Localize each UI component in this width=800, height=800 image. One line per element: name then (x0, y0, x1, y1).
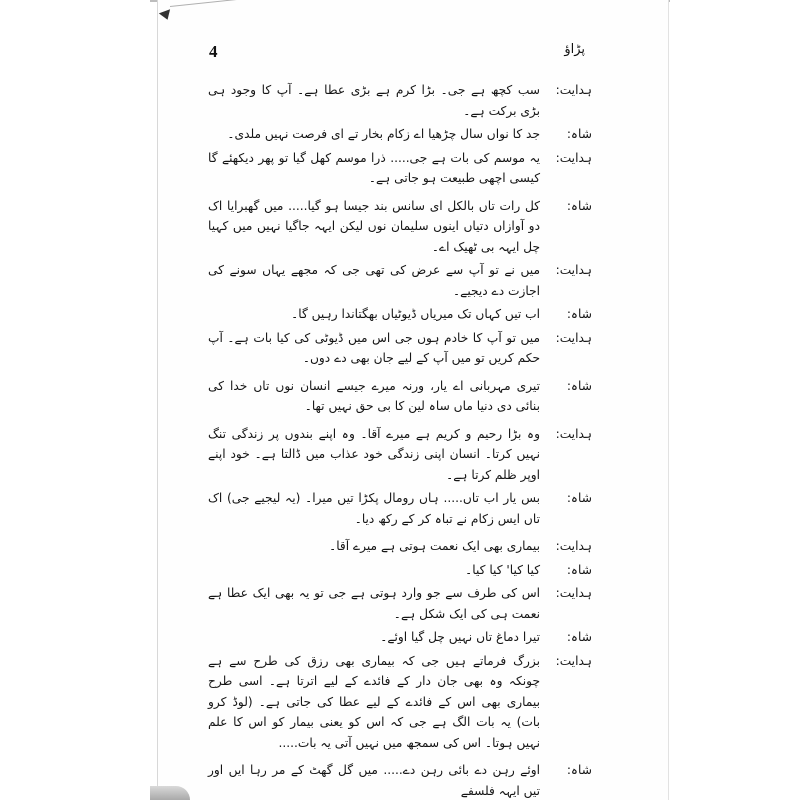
speaker-label: شاہ: (566, 198, 592, 213)
speech-text: اوئے رہن دے بائی رہن دے..... میں گل گھٹ کے مر رہا ایں اور تیں ایہہ فلسفے (208, 763, 540, 798)
speech-text: بزرگ فرماتے ہیں جی کہ بیماری بھی رزق کی طرح سے ہے چونکہ وہ بھی جان دار کے فائدے کے لیے اترتا ہے۔ اسی طرح بیماری بھی اس کے فائدے کے لیے عطا کی جاتی ہے۔ (لوڈ کرو بات) یہ بات الگ ہے جی کہ اس کو یعنی بیمار کو اس کا علم نہیں ہوتا۔ اس کی سمجھ میں نہیں آتی یہ بات..... (208, 653, 540, 750)
speech-text: سب کچھ ہے جی۔ بڑا کرم ہے بڑی عطا ہے۔ آپ کا وجود ہی بڑی برکت ہے۔ (208, 83, 540, 118)
dialogue-turn (208, 148, 592, 189)
dialogue-turn (208, 488, 592, 529)
speech-text: بیماری بھی ایک نعمت ہوتی ہے میرے آقا۔ (329, 539, 540, 553)
speaker-label: ہدایت: (555, 330, 592, 345)
speech-text: بس یار اب تاں..... ہاں رومال پکڑا تیں میرا۔ (یہ لیجیے جی) اک تاں ایس زکام نے تباہ کر کے رکھ دیا۔ (208, 491, 540, 526)
speech-text: کل رات تاں بالکل ای سانس بند جیسا ہو گیا..... میں گھبرایا اک دو آوازاں دتیاں اینوں سلیمان نوں لیکن ایہہ جاگیا نہیں میں کہیا چل ایہہ بی ٹھیک اے۔ (208, 198, 540, 254)
speech-text: یہ موسم کی بات ہے جی..... ذرا موسم کھل گیا تو پھر دیکھئے گا کیسی اچھی طبیعت ہو جاتی ہے۔ (208, 150, 540, 185)
speech-text: وہ بڑا رحیم و کریم ہے میرے آقا۔ وہ اپنے بندوں پر زندگی تنگ نہیں کرتا۔ انسان اپنی زندگی خود عذاب میں ڈالتا ہے۔ خود اپنے اوپر ظلم کرتا ہے۔ (208, 426, 540, 482)
speaker-label: شاہ: (566, 378, 592, 393)
page-header (205, 42, 585, 66)
speaker-label: ہدایت: (555, 653, 592, 668)
speech-text: میں نے تو آپ سے عرض کی تھی جی کہ مجھے یہاں سونے کی اجازت دے دیجیے۔ (208, 263, 540, 298)
speaker-label: ہدایت: (555, 83, 592, 97)
dialogue-turn (208, 124, 592, 145)
speaker-label: شاہ: (566, 763, 592, 777)
speaker-label: شاہ: (566, 562, 592, 577)
dialogue-turn (208, 424, 592, 486)
speaker-label: ہدایت: (555, 150, 592, 165)
speech-text: جد کا نواں سال چڑھیا اے زکام بخار تے ای فرصت نہیں ملدی۔ (227, 127, 540, 141)
speech-text: اب تیں کہاں تک میریاں ڈیوٹیاں بھگتاندا رہیں گا۔ (291, 307, 540, 321)
speech-text: تیرا دماغ تاں نہیں چل گیا اوئے۔ (380, 630, 540, 644)
running-title: پڑاؤ (564, 42, 585, 57)
page-bottom-curl (150, 786, 190, 800)
dialogue-turn (208, 627, 592, 648)
dialogue-turn (208, 536, 592, 557)
speech-text: اس کی طرف سے جو وارد ہوتی ہے جی تو یہ بھی ایک عطا ہے نعمت ہی کی ایک شکل ہے۔ (208, 586, 540, 621)
speaker-label: شاہ: (566, 491, 592, 505)
speaker-label: ہدایت: (555, 539, 592, 553)
speaker-label: ہدایت: (555, 426, 592, 441)
speaker-label: ہدایت: (555, 586, 592, 600)
dialogue-turn (208, 560, 592, 581)
speaker-label: ہدایت: (555, 263, 592, 277)
dialogue-turn (208, 260, 592, 301)
dialogue-turn (208, 651, 592, 754)
dialogue-turn (208, 376, 592, 417)
dialogue-turn (208, 80, 592, 121)
speech-text: تیری مہربانی اے یار، ورنہ میرے جیسے انسان نوں تاں خدا کی بنائی دی دنیا ماں ساہ لین کا بی حق نہیں تھا۔ (208, 378, 540, 413)
dialogue-turn (208, 196, 592, 258)
dialogue-turn (208, 760, 592, 800)
speech-text: میں تو آپ کا خادم ہوں جی اس میں ڈیوٹی کی کیا بات ہے۔ آپ حکم کریں تو میں آپ کے لیے جان بھی دے دوں۔ (208, 330, 540, 365)
dialogue-turn (208, 304, 592, 325)
page-number: 4 (209, 42, 218, 61)
dialogue-body (208, 80, 592, 800)
speaker-label: شاہ: (566, 127, 592, 141)
dialogue-turn (208, 328, 592, 369)
dialogue-turn (208, 583, 592, 624)
speech-text: کیا کیا' کیا کیا۔ (465, 562, 540, 577)
speaker-label: شاہ: (566, 630, 592, 644)
speaker-label: شاہ: (566, 307, 592, 321)
